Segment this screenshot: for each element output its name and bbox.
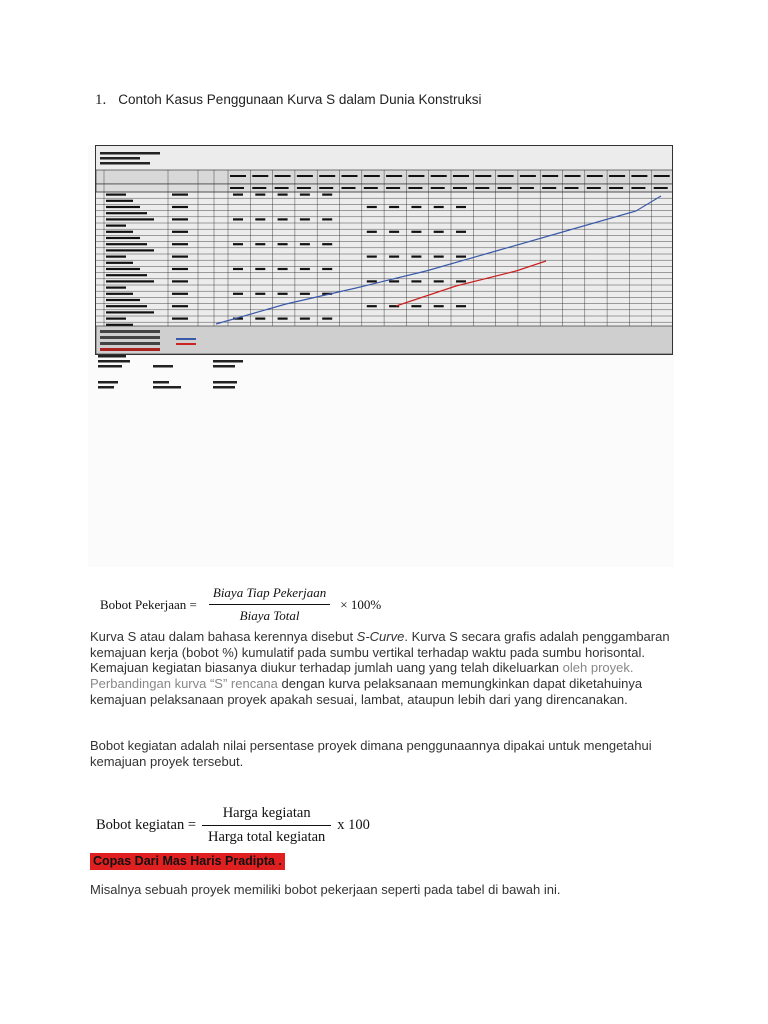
bobot-kegiatan-formula bbox=[96, 805, 370, 846]
heading-text: Contoh Kasus Penggunaan Kurva S dalam Dunia Konstruksi bbox=[118, 92, 482, 107]
p1-part3: dengan kurva pelaksanaan memungkinkan dapat diketahuinya kemajuan pelaksanaan proyek apakah sesuai, lambat, ataupun lebih dari yang direncanakan. bbox=[90, 676, 643, 707]
formula1-fraction bbox=[209, 585, 330, 624]
paragraph-example: Misalnya sebuah proyek memiliki bobot pekerjaan seperti pada tabel di bawah ini. bbox=[90, 882, 561, 897]
fraction-bar bbox=[202, 825, 331, 826]
paragraph-kurva-s bbox=[90, 629, 680, 708]
p1-gray: oleh proyek. Perbandingan kurva “S” rencana bbox=[90, 660, 634, 692]
paragraph-bobot-kegiatan: Bobot kegiatan adalah nilai persentase proyek dimana penggunaannya dipakai untuk mengetahui kemajuan proyek tersebut. bbox=[90, 738, 652, 769]
schedule-table-graphic bbox=[96, 146, 673, 355]
formula1-numerator: Biaya Tiap Pekerjaan bbox=[212, 585, 327, 600]
bobot-pekerjaan-formula bbox=[100, 585, 381, 624]
formula1-suffix: × 100% bbox=[340, 596, 382, 612]
p1-part1: Kurva S atau dalam bahasa kerennya disebut bbox=[90, 629, 357, 644]
signature-notes bbox=[88, 351, 674, 441]
heading-number: 1. bbox=[95, 92, 107, 108]
formula2-suffix: x 100 bbox=[337, 817, 370, 833]
formula2-denominator: Harga total kegiatan bbox=[208, 829, 326, 845]
formula2-lhs: Bobot kegiatan = bbox=[96, 817, 196, 833]
formula1-denominator: Biaya Total bbox=[239, 608, 300, 623]
schedule-table bbox=[95, 145, 673, 355]
s-curve-schedule-image bbox=[88, 145, 674, 567]
p1-italic: S-Curve bbox=[356, 629, 405, 644]
fraction-bar bbox=[209, 604, 330, 605]
formula1-lhs: Bobot Pekerjaan = bbox=[100, 596, 197, 612]
section-heading bbox=[95, 92, 481, 109]
formula2-numerator: Harga kegiatan bbox=[222, 805, 311, 821]
actual-curve bbox=[396, 261, 546, 306]
p1-part2: . Kurva S secara grafis adalah penggambaran kemajuan kerja (bobot %) kumulatif pada sumbu vertikal terhadap waktu pada sumbu horisontal. Kemajuan kegiatan biasanya diukur terhadap jumlah uang yang telah dikeluarkan bbox=[90, 629, 670, 676]
formula2-fraction bbox=[202, 805, 331, 846]
source-credit-label: Copas Dari Mas Haris Pradipta . bbox=[90, 853, 285, 870]
